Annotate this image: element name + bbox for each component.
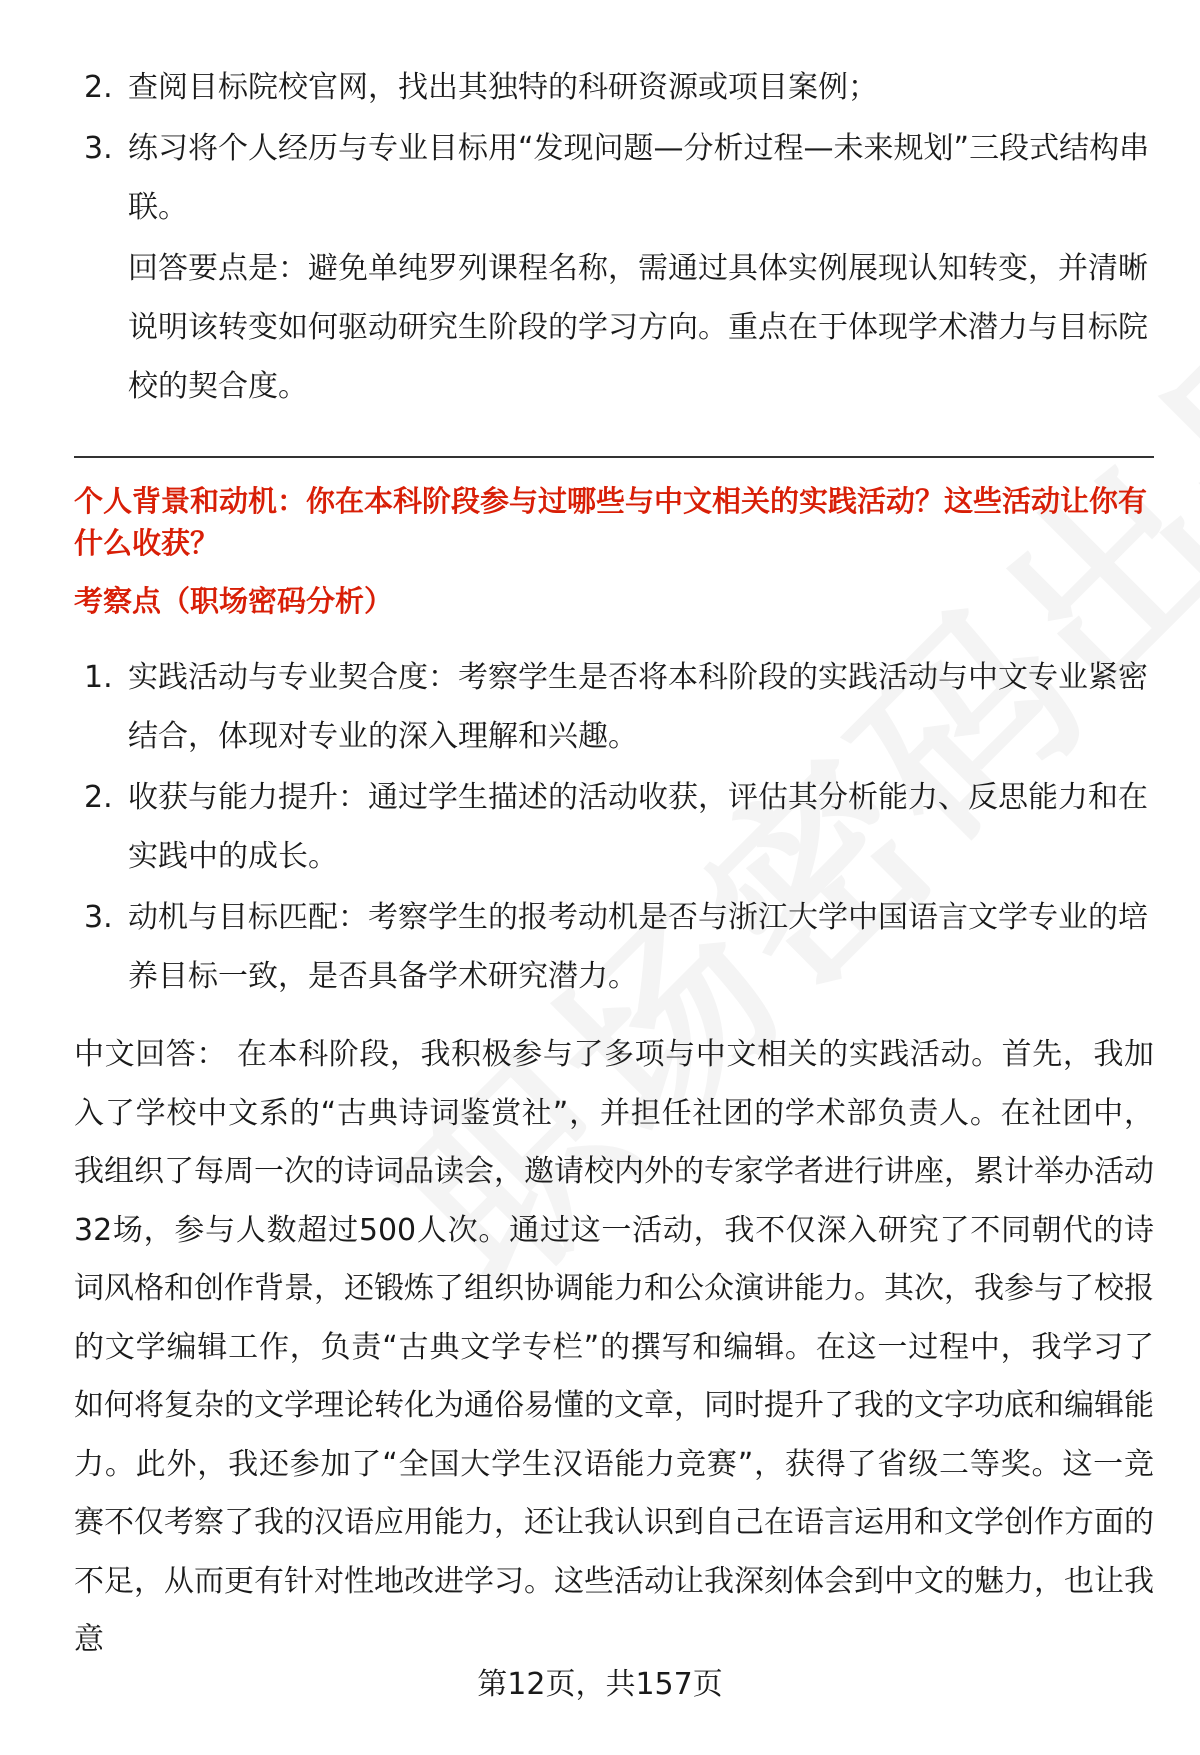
page-number: 第12页，共157页 [477,1667,723,1702]
list-item [74,119,1154,237]
question-heading: 个人背景和动机：你在本科阶段参与过哪些与中文相关的实践活动？这些活动让你有什么收获？ [74,484,1148,560]
page-content [74,58,1154,1670]
list-number: 2. [84,780,113,815]
list-text: 收获与能力提升：通过学生描述的活动收获，评估其分析能力、反思能力和在实践中的成长。 [128,780,1148,874]
list-number: 1. [84,660,113,695]
top-list [74,58,1154,237]
list-text: 练习将个人经历与专业目标用“发现问题—分析过程—未来规划”三段式结构串联。 [128,131,1150,225]
list-item [74,648,1154,766]
list-number: 3. [84,900,113,935]
assessment-points [74,648,1154,1006]
list-number: 3. [84,131,113,166]
list-item [74,58,1154,117]
section-divider [74,456,1154,458]
list-item [74,768,1154,886]
list-text: 实践活动与专业契合度：考察学生是否将本科阶段的实践活动与中文专业紧密结合，体现对专业的深入理解和兴趣。 [128,660,1148,754]
assessment-subheading: 考察点（职场密码分析） [74,584,394,618]
list-text: 动机与目标匹配：考察学生的报考动机是否与浙江大学中国语言文学专业的培养目标一致，是否具备学术研究潜力。 [128,900,1148,994]
list-number: 2. [84,70,113,105]
list-item [74,888,1154,1006]
list-text: 查阅目标院校官网，找出其独特的科研资源或项目案例； [128,70,878,105]
answer-key-note: 回答要点是：避免单纯罗列课程名称，需通过具体实例展现认知转变，并清晰说明该转变如何驱动研究生阶段的学习方向。重点在于体现学术潜力与目标院校的契合度。 [128,251,1148,404]
answer-paragraph: 中文回答： 在本科阶段，我积极参与了多项与中文相关的实践活动。首先，我加入了学校中文系的“古典诗词鉴赏社”，并担任社团的学术部负责人。在社团中，我组织了每周一次的诗词品读会，邀请校内外的专家学者进行讲座，累计举办活动32场，参与人数超过500人次。通过这一活动，我不仅深入研究了不同朝代的诗词风格和创作背景，还锻炼了组织协调能力和公众演讲能力。其次，我参与了校报的文学编辑工作，负责“古典文学专栏”的撰写和编辑。在这一过程中，我学习了如何将复杂的文学理论转化为通俗易懂的文章，同时提升了我的文字功底和编辑能力。此外，我还参加了“全国大学生汉语能力竞赛”，获得了省级二等奖。这一竞赛不仅考察了我的汉语应用能力，还让我认识到自己在语言运用和文学创作方面的不足，从而更有针对性地改进学习。这些活动让我深刻体会到中文的魅力，也让我意 [74,1037,1154,1657]
